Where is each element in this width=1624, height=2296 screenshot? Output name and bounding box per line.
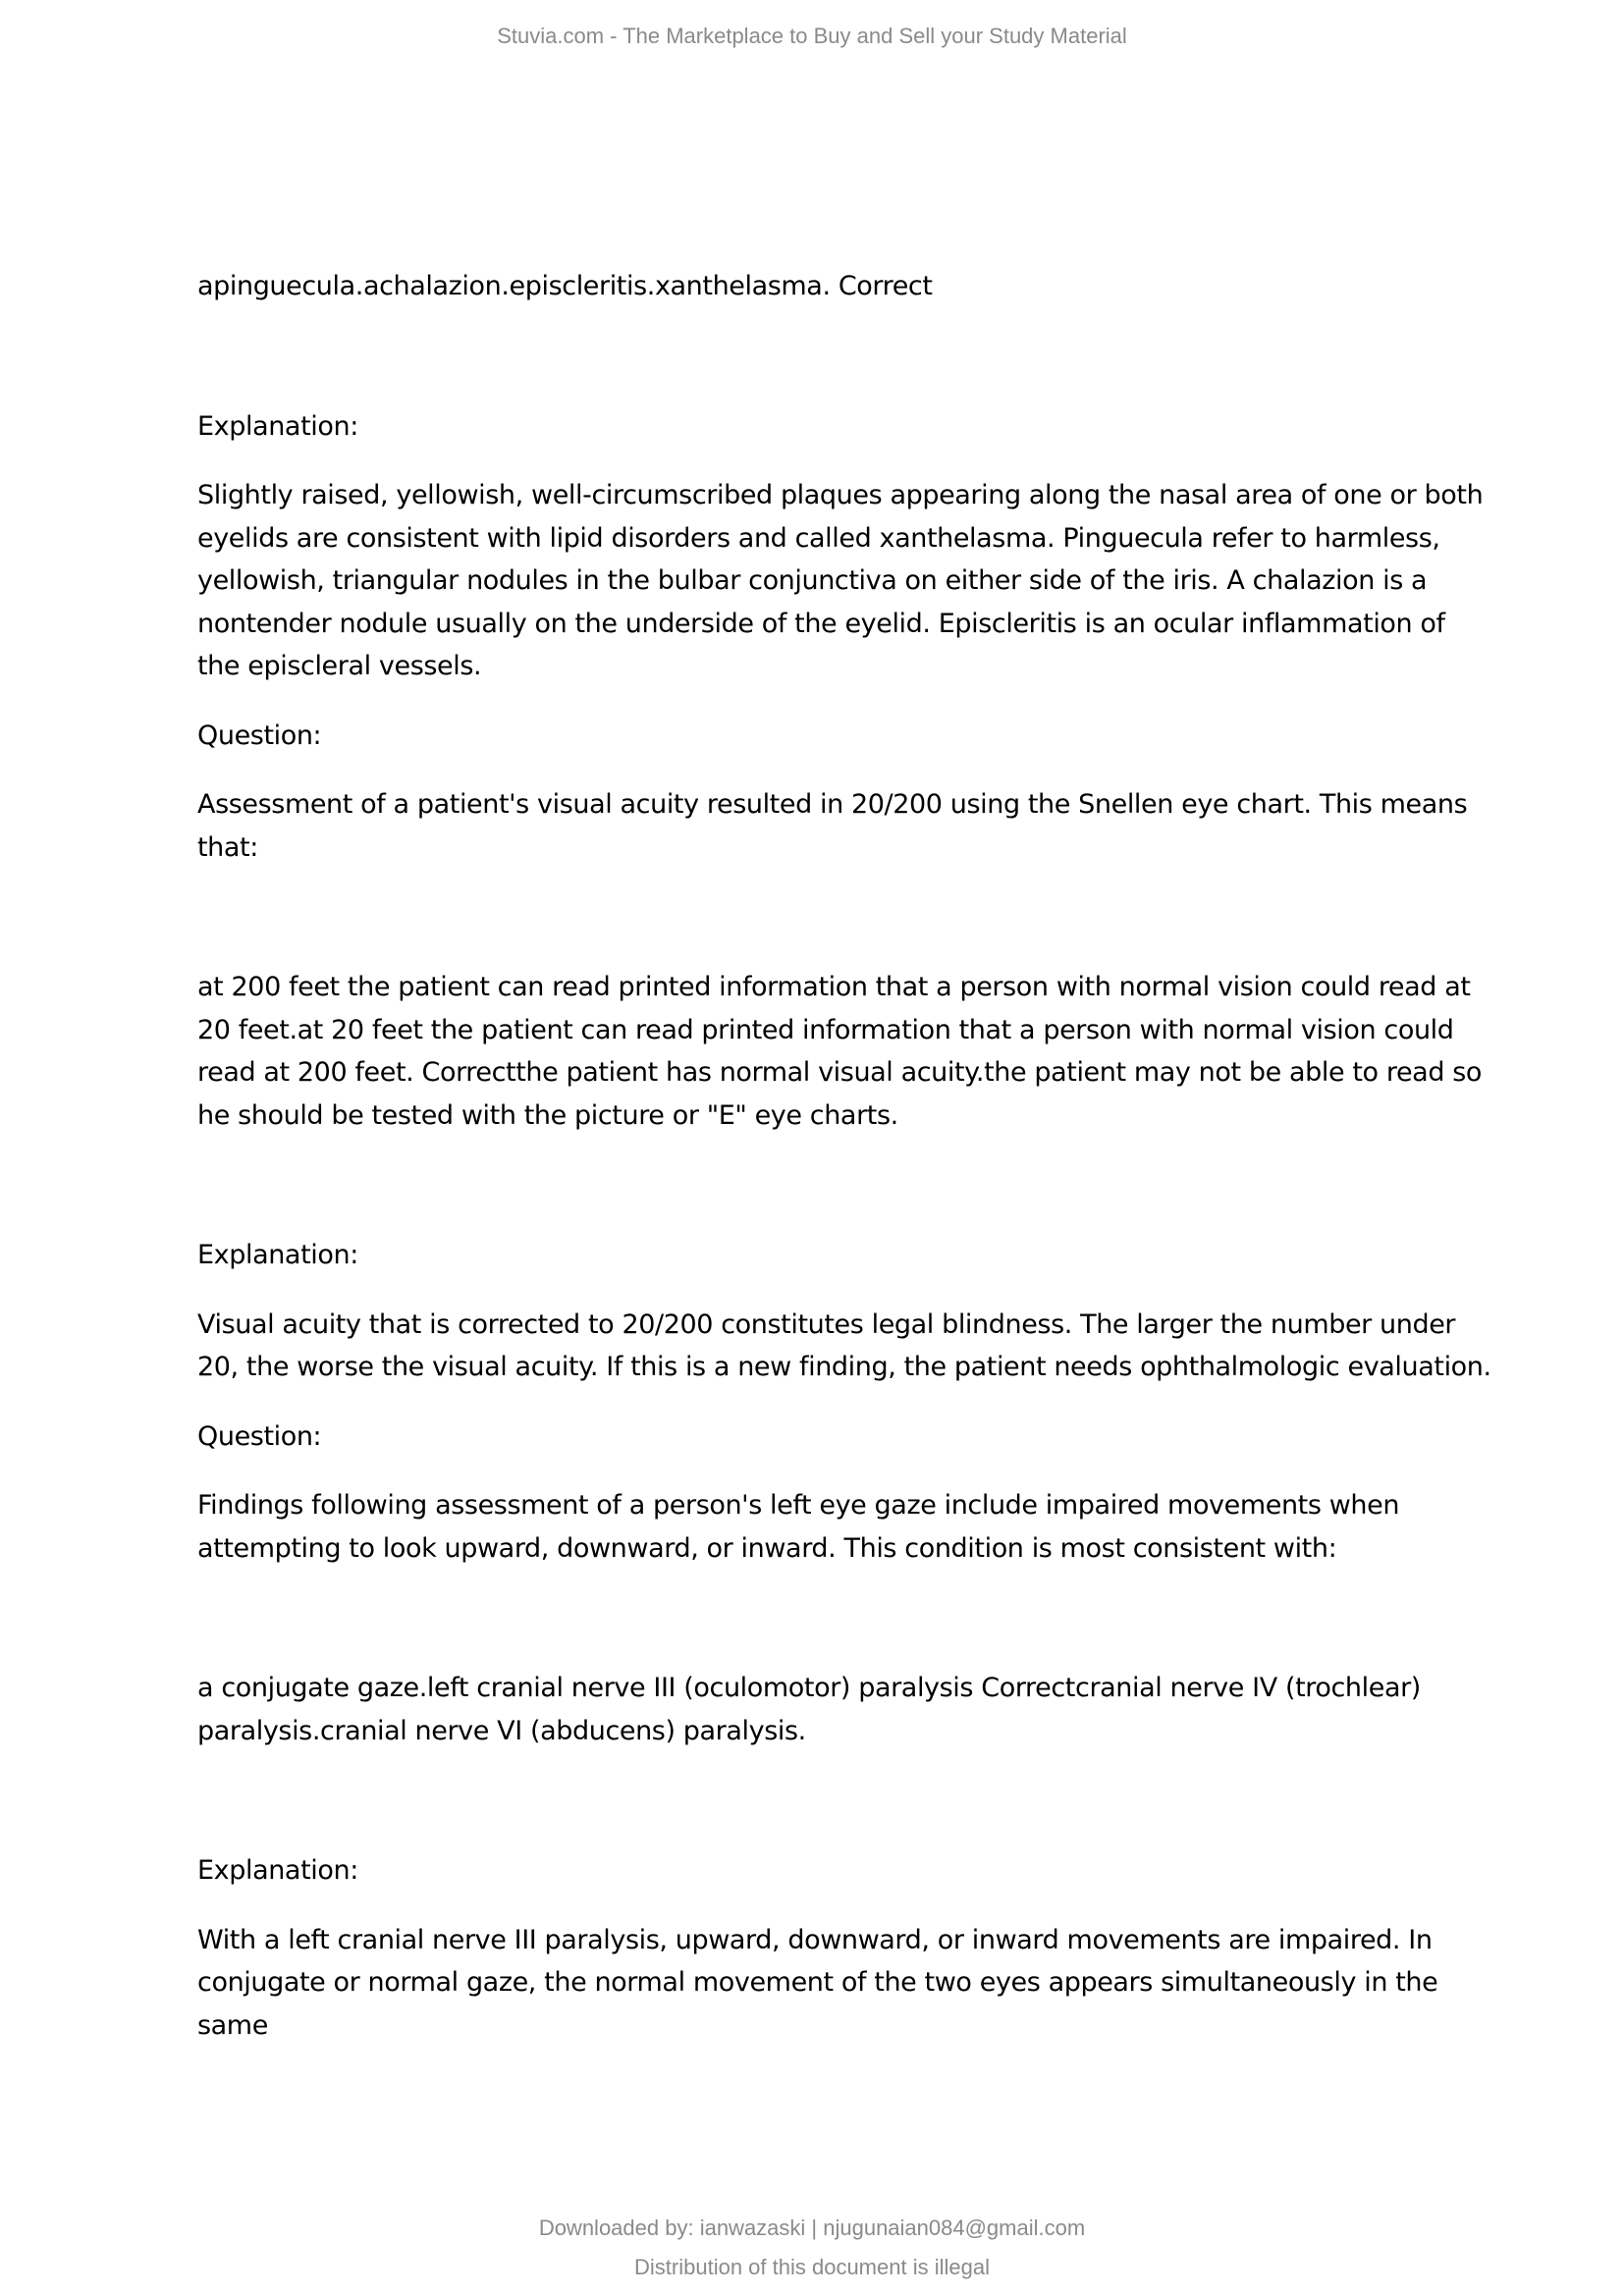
question-text-1: Assessment of a patient's visual acuity resulted in 20/200 using the Snellen eye chart. This means that: [197,789,1468,863]
explanation-text-3: With a left cranial nerve III paralysis, upward, downward, or inward movements are impaired. In conjugate or normal gaze, the normal movement of the two eyes appears simultaneously in the same [197,1924,1438,2041]
page-header: Stuvia.com - The Marketplace to Buy and Sell your Study Material [497,24,1127,48]
question-label-1: Question: [197,720,322,751]
answer-options-2: at 200 feet the patient can read printed information that a person with normal vision could read at 20 feet.at 20 feet the patient can read printed information that a person with normal vision could read at 200 feet. Correctthe patient has normal visual acuity.the patient may not be able to read so he should be tested with the picture or "E" eye charts. [197,972,1483,1131]
footer-distribution-notice: Distribution of this document is illegal [634,2255,990,2279]
answer-options-3: a conjugate gaze.left cranial nerve III (oculomotor) paralysis Correctcranial nerve IV (trochlear) paralysis.cranial nerve VI (abducens) paralysis. [197,1673,1421,1746]
document-body [197,265,1493,2047]
answer-options-1: apinguecula.achalazion.episcleritis.xanthelasma. Correct [197,271,933,301]
question-text-2: Findings following assessment of a person's left eye gaze include impaired movements when attempting to look upward, downward, or inward. This condition is most consistent with: [197,1490,1400,1564]
explanation-text-1: Slightly raised, yellowish, well-circumscribed plaques appearing along the nasal area of one or both eyelids are consistent with lipid disorders and called xanthelasma. Pinguecula refer to harmless, yellowish, triangular nodules in the bulbar conjunctiva on either side of the iris. A chalazion is a nontender nodule usually on the underside of the eyelid. Episcleritis is an ocular inflammation of the episcleral vessels. [197,480,1484,681]
footer-downloaded-by: Downloaded by: ianwazaski | njugunaian084@gmail.com [538,2216,1086,2240]
explanation-label-1: Explanation: [197,410,358,442]
explanation-label-2: Explanation: [197,1240,358,1270]
explanation-text-2: Visual acuity that is corrected to 20/200 constitutes legal blindness. The larger the number under 20, the worse the visual acuity. If this is a new finding, the patient needs ophthalmologic evaluation. [197,1308,1491,1382]
question-label-2: Question: [197,1420,322,1452]
explanation-label-3: Explanation: [197,1855,358,1886]
